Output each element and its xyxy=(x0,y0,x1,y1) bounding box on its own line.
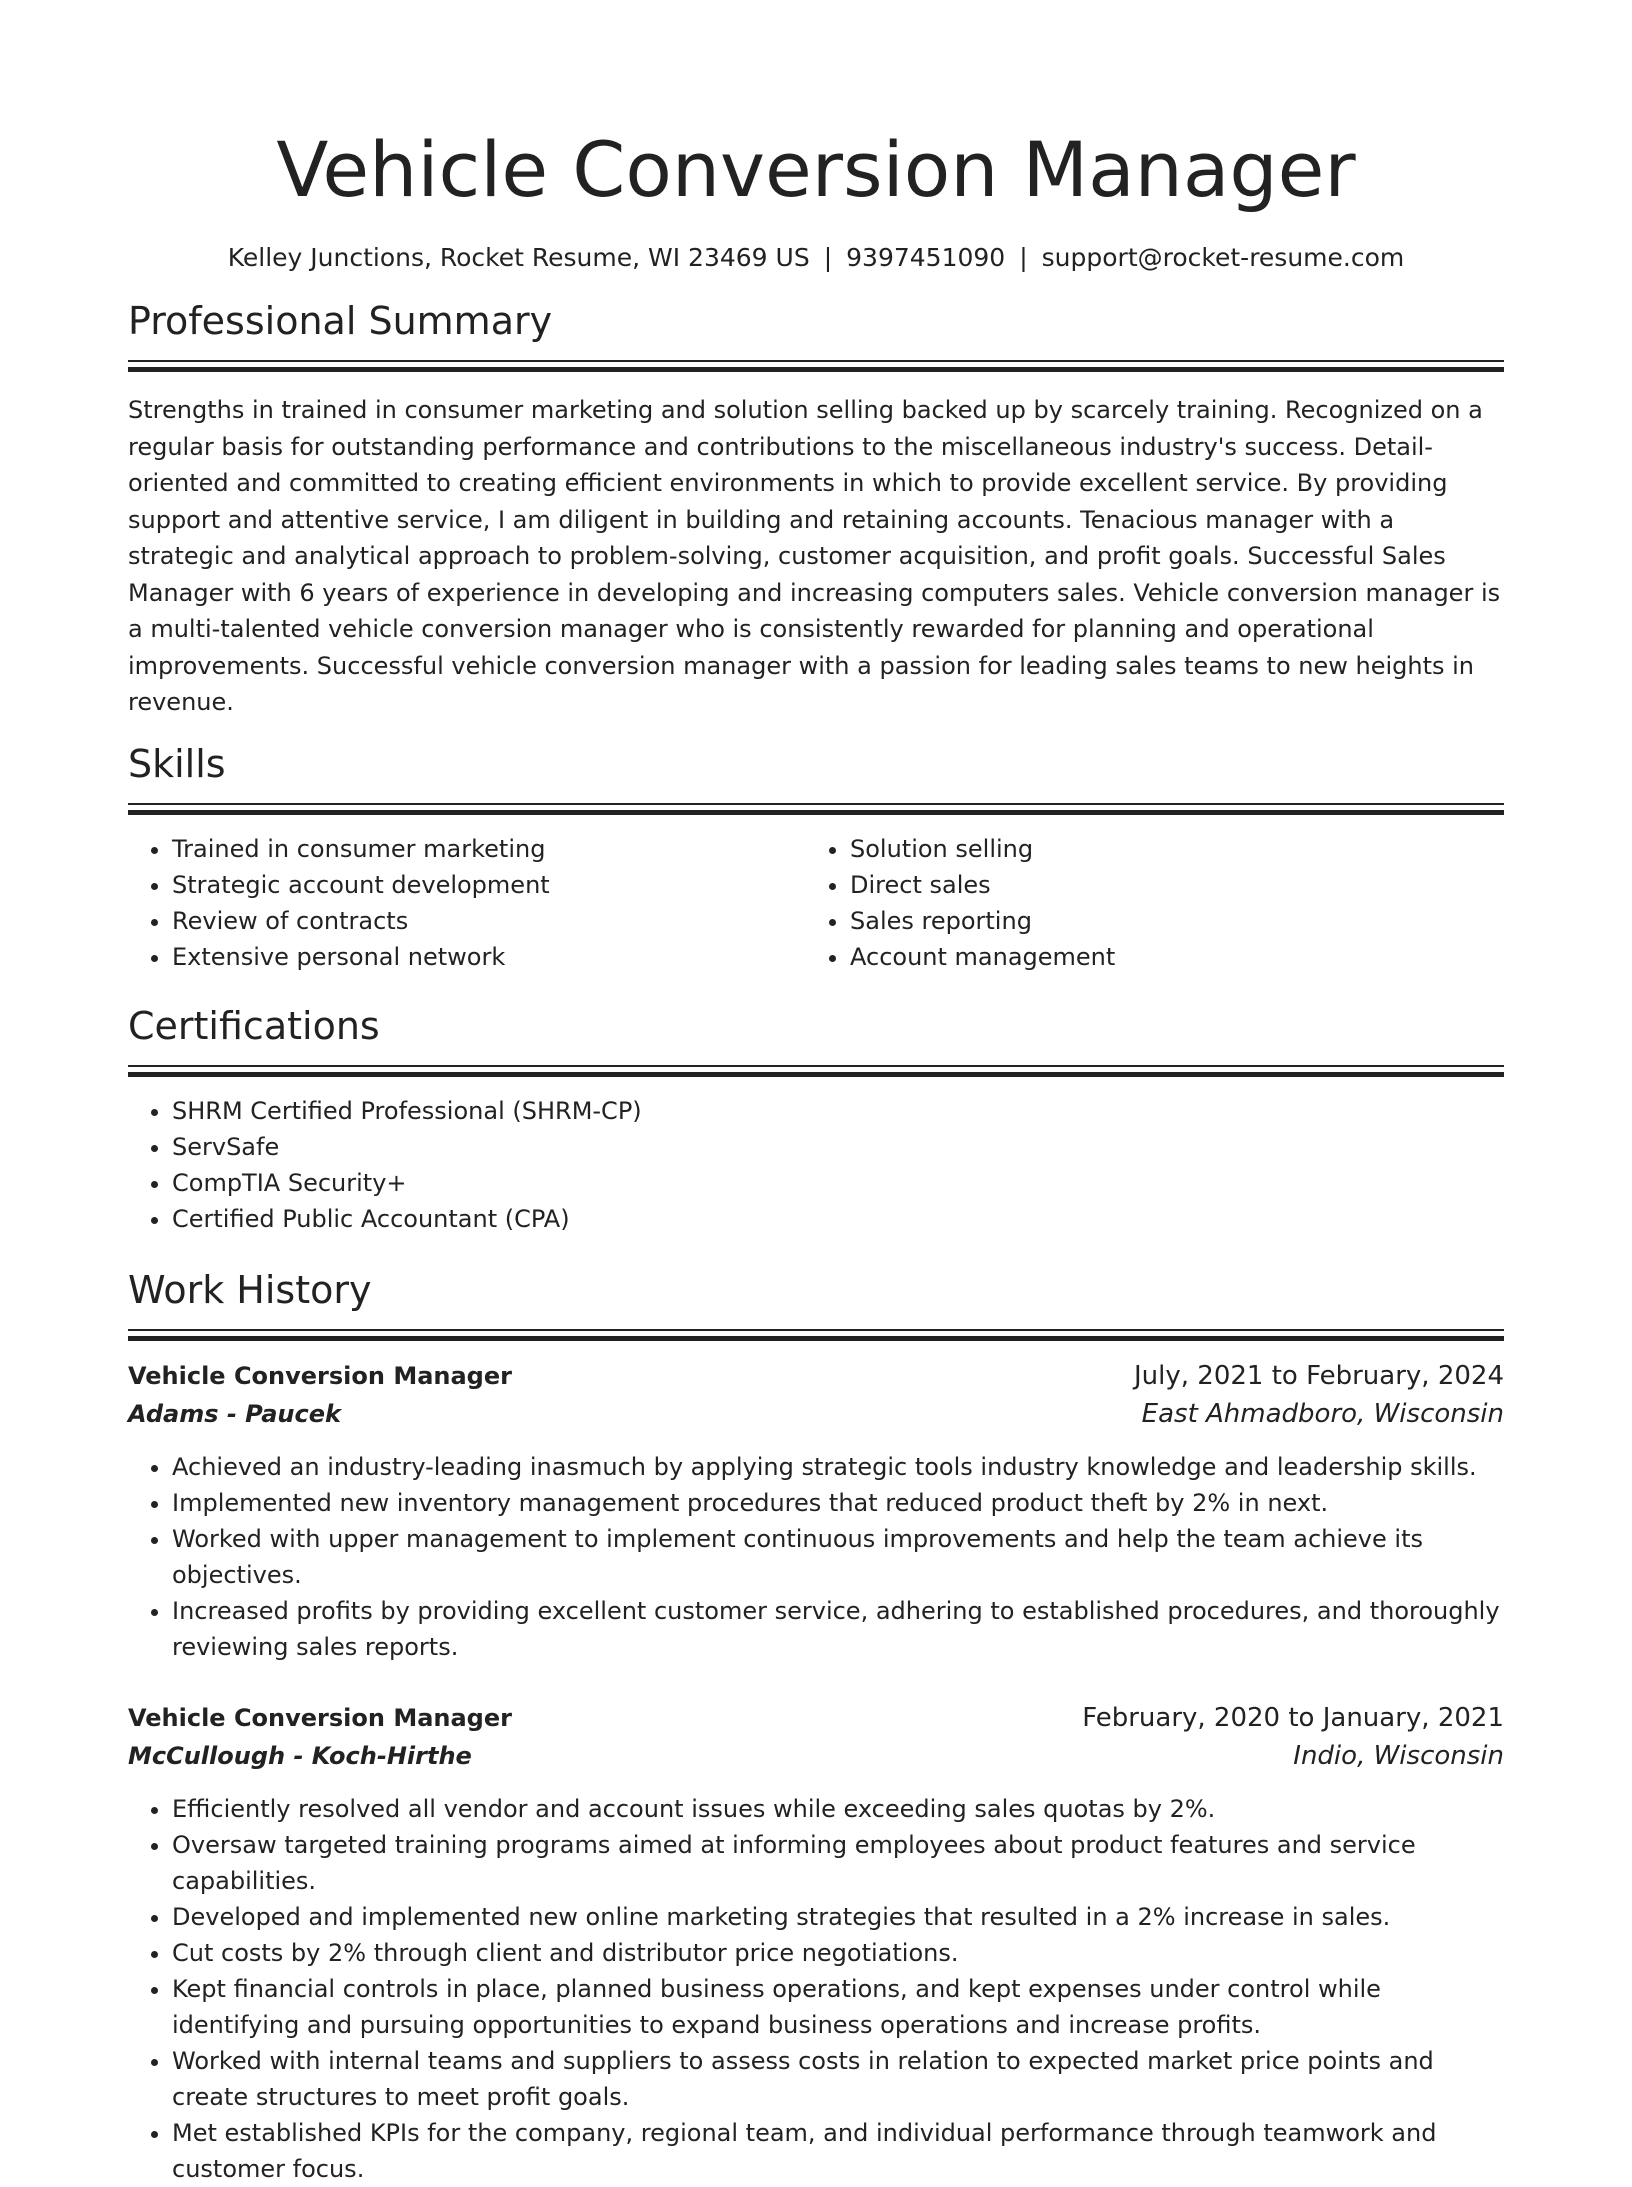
skills-column-right xyxy=(806,831,1484,975)
contact-phone: 9397451090 xyxy=(846,243,1006,272)
skills-heading: Skills xyxy=(128,741,226,786)
skills-list-left xyxy=(128,831,806,975)
job-header-row xyxy=(128,1699,1504,1737)
job-dates: February, 2020 to January, 2021 xyxy=(1082,1702,1504,1733)
list-item: • Certified Public Accountant (CPA) xyxy=(172,1201,1504,1237)
summary-heading: Professional Summary xyxy=(128,299,553,343)
job-subheader-row xyxy=(128,1737,1504,1775)
resume-title: Vehicle Conversion Manager xyxy=(276,125,1356,214)
contact-line xyxy=(128,242,1504,274)
list-item: • Account management xyxy=(850,939,1484,975)
list-item: • Direct sales xyxy=(850,867,1484,903)
list-item: • Strategic account development xyxy=(172,867,806,903)
section-divider xyxy=(128,810,1504,815)
certifications-heading: Certifications xyxy=(128,1003,380,1048)
section-divider xyxy=(128,367,1504,372)
list-item: • Cut costs by 2% through client and distributor price negotiations. xyxy=(172,1935,1504,1971)
job-dates: July, 2021 to February, 2024 xyxy=(1134,1360,1504,1391)
job-bullet-list xyxy=(128,1791,1504,2187)
list-item: • Kept financial controls in place, planned business operations, and kept expenses under control while identifying and pursuing opportunities to expand business operations and increase profits. xyxy=(172,1971,1504,2043)
contact-email: support@rocket-resume.com xyxy=(1041,243,1405,272)
list-item: • Worked with internal teams and suppliers to assess costs in relation to expected market price points and create structures to meet profit goals. xyxy=(172,2043,1504,2115)
job-location: Indio, Wisconsin xyxy=(1293,1740,1504,1771)
list-item: • Oversaw targeted training programs aimed at informing employees about product features and service capabilities. xyxy=(172,1827,1504,1899)
certifications-section xyxy=(128,1003,1504,1237)
job-title: Vehicle Conversion Manager xyxy=(128,1361,512,1390)
job-header-row xyxy=(128,1357,1504,1395)
section-divider xyxy=(128,1336,1504,1341)
list-item: • Review of contracts xyxy=(172,903,806,939)
list-item: • Trained in consumer marketing xyxy=(172,831,806,867)
contact-separator: | xyxy=(823,243,833,272)
job-subheader-row xyxy=(128,1395,1504,1433)
job-bullet-list xyxy=(128,1449,1504,1665)
list-item: • Efficiently resolved all vendor and account issues while exceeding sales quotas by 2%. xyxy=(172,1791,1504,1827)
job-location: East Ahmadboro, Wisconsin xyxy=(1141,1398,1504,1429)
job-entry xyxy=(128,1357,1504,1665)
job-company: Adams - Paucek xyxy=(128,1399,341,1428)
list-item: • Worked with upper management to implement continuous improvements and help the team achieve its objectives. xyxy=(172,1521,1504,1593)
summary-text: Strengths in trained in consumer marketing and solution selling backed up by scarcely training. Recognized on a regular basis for outstanding performance and contributions to the miscellaneous industry's success. Detail-oriented and committed to creating efficient environments in which to provide excellent service. By providing support and attentive service, I am diligent in building and retaining accounts. Tenacious manager with a strategic and analytical approach to problem-solving, customer acquisition, and profit goals. Successful Sales Manager with 6 years of experience in developing and increasing computers sales. Vehicle conversion manager is a multi-talented vehicle conversion manager who is consistently rewarded for planning and operational improvements. Successful vehicle conversion manager with a passion for leading sales teams to new heights in revenue. xyxy=(128,396,1501,716)
summary-section xyxy=(128,298,1504,721)
skills-section xyxy=(128,741,1504,975)
certifications-list xyxy=(128,1093,1504,1237)
list-item: • Met established KPIs for the company, regional team, and individual performance through teamwork and customer focus. xyxy=(172,2115,1504,2187)
section-divider xyxy=(128,1329,1504,1331)
list-item: • Sales reporting xyxy=(850,903,1484,939)
list-item: • Extensive personal network xyxy=(172,939,806,975)
list-item: • SHRM Certified Professional (SHRM-CP) xyxy=(172,1093,1504,1129)
job-entry xyxy=(128,1699,1504,2187)
section-divider xyxy=(128,803,1504,805)
skills-list-right xyxy=(806,831,1484,975)
resume-page xyxy=(128,0,1504,2187)
contact-address: Kelley Junctions, Rocket Resume, WI 23469 US xyxy=(227,243,810,272)
work-history-heading: Work History xyxy=(128,1267,372,1312)
section-divider xyxy=(128,1065,1504,1067)
work-history-section xyxy=(128,1267,1504,2187)
job-title: Vehicle Conversion Manager xyxy=(128,1703,512,1732)
list-item: • Solution selling xyxy=(850,831,1484,867)
list-item: • Increased profits by providing excellent customer service, adhering to established procedures, and thoroughly reviewing sales reports. xyxy=(172,1593,1504,1665)
skills-columns xyxy=(128,831,1504,975)
list-item: • Achieved an industry-leading inasmuch by applying strategic tools industry knowledge and leadership skills. xyxy=(172,1449,1504,1485)
contact-separator: | xyxy=(1019,243,1028,272)
list-item: • Implemented new inventory management procedures that reduced product theft by 2% in next. xyxy=(172,1485,1504,1521)
job-company: McCullough - Koch-Hirthe xyxy=(128,1741,472,1770)
list-item: • Developed and implemented new online marketing strategies that resulted in a 2% increase in sales. xyxy=(172,1899,1504,1935)
section-divider xyxy=(128,360,1504,362)
list-item: • CompTIA Security+ xyxy=(172,1165,1504,1201)
list-item: • ServSafe xyxy=(172,1129,1504,1165)
section-divider xyxy=(128,1072,1504,1077)
skills-column-left xyxy=(128,831,806,975)
